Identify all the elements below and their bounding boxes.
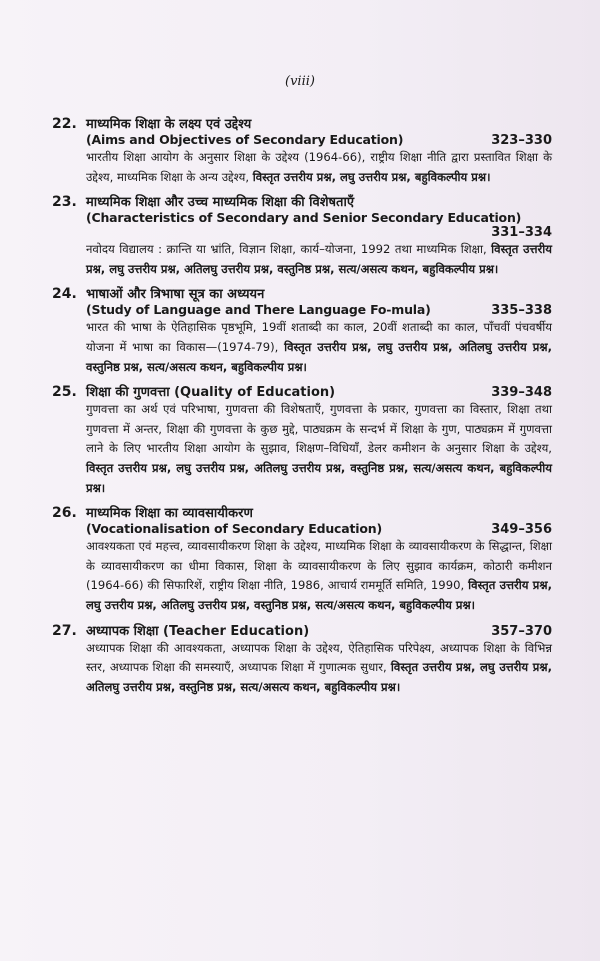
question-types: विस्तृत उत्तरीय प्रश्न, लघु उत्तरीय प्रश्न, अतिलघु उत्तरीय प्रश्न, वस्तुनिष्ठ प्रश्न, सत्य/असत्य कथन, बहुविकल्पीय प्रश्न।	[86, 578, 553, 612]
toc-entry	[52, 621, 552, 698]
entry-title: माध्यमिक शिक्षा के लक्ष्य एवं उद्देश्य	[86, 117, 252, 132]
description-text: गुणवत्ता का अर्थ एवं परिभाषा, गुणवत्ता की विशेषताएँ, गुणवत्ता के प्रकार, गुणवत्ता का विस्तार, शिक्षा तथा गुणवत्ता में अन्तर, शिक्षा की गुणवत्ता के कुछ मुद्दे, पाठ्यक्रम के सन्दर्भ में शिक्षा के गुण, पाठ्यक्रम में गुणवत्ता लाने के लिए भारतीय शिक्षा आयोग के सुझाव, शिक्षण–विधियाँ, डेलर कमीशन के अनुसार शिक्षा के उद्देश्य,	[86, 402, 553, 456]
entry-number: 26.	[52, 505, 77, 522]
entry-title: शिक्षा की गुणवत्ता (Quality of Education)	[86, 385, 336, 401]
entry-pages: 335–338	[491, 303, 552, 319]
entry-subtitle: (Vocationalisation of Secondary Education)	[86, 521, 382, 537]
entry-subtitle: (Aims and Objectives of Secondary Education)	[86, 132, 404, 147]
description-text: नवोदय विद्यालय : क्रान्ति या भ्रांति, विज्ञान शिक्षा, कार्य–योजना, 1992 तथा माध्यमिक शिक्षा,	[86, 242, 492, 257]
entry-title: माध्यमिक शिक्षा और उच्च माध्यमिक शिक्षा की विशेषताएँ	[86, 195, 355, 211]
entry-subtitle: (Study of Language and There Language Fo-mula)	[86, 302, 431, 318]
toc-entry	[52, 114, 552, 187]
question-types: विस्तृत उत्तरीय प्रश्न, लघु उत्तरीय प्रश्न, अतिलघु उत्तरीय प्रश्न, वस्तुनिष्ठ प्रश्न, सत्य/असत्य कथन, बहुविकल्पीय प्रश्न।	[86, 660, 552, 694]
entry-description	[52, 400, 552, 498]
entry-pages: 357–370	[491, 623, 552, 639]
entry-pages: 331–334	[491, 225, 552, 241]
entry-description	[52, 318, 552, 377]
entry-number: 25.	[52, 384, 77, 401]
description-text: अध्यापक शिक्षा की आवश्यकता, अध्यापक शिक्षा के उद्देश्य, ऐतिहासिक परिपेक्ष्य, अध्यापक शिक्षा के विभिन्न स्तर, अध्यापक शिक्षा की समस्याएँ, अध्यापक शिक्षा में गुणात्मक सुधार,	[86, 640, 552, 675]
toc-entry	[52, 382, 552, 498]
question-types: विस्तृत उत्तरीय प्रश्न, लघु उत्तरीय प्रश्न, अतिलघु उत्तरीय प्रश्न, वस्तुनिष्ठ प्रश्न, सत्य/असत्य कथन, बहुविकल्पीय प्रश्न।	[86, 460, 552, 495]
toc-entry	[52, 503, 552, 615]
entry-description	[52, 148, 552, 187]
table-of-contents	[52, 114, 552, 702]
toc-entry	[52, 284, 552, 377]
entry-number: 24.	[52, 286, 77, 303]
entry-number: 23.	[52, 194, 77, 211]
page-number: (viii)	[285, 74, 315, 89]
question-types: विस्तृत उत्तरीय प्रश्न, लघु उत्तरीय प्रश्न, बहुविकल्पीय प्रश्न।	[252, 169, 491, 184]
entry-description	[52, 639, 552, 698]
entry-subtitle: (Characteristics of Secondary and Senior Secondary Education)	[86, 210, 522, 226]
entry-title: माध्यमिक शिक्षा का व्यावसायीकरण	[86, 506, 253, 522]
description-text: भारतीय शिक्षा आयोग के अनुसार शिक्षा के उद्देश्य (1964-66), राष्ट्रीय शिक्षा नीति द्वारा प्रस्तावित शिक्षा के उद्देश्य, माध्यमिक शिक्षा के अन्य उद्देश्य,	[86, 150, 552, 184]
description-text: आवश्यकता एवं महत्त्व, व्यावसायीकरण शिक्षा के उद्देश्य, माध्यमिक शिक्षा के व्यावसायीकरण के सिद्धान्त, शिक्षा के व्यावसायीकरण का धीमा विकास, शिक्षा के व्यावसायीकरण के लिए सुझाव कार्यक्रम, कोठारी कमीशन (1964-66) की सिफारिशें, राष्ट्रीय शिक्षा नीति, 1986, आचार्य राममूर्ति समिति, 1990,	[86, 539, 552, 593]
entry-number: 22.	[52, 116, 77, 132]
entry-title: भाषाओं और त्रिभाषा सूत्र का अध्ययन	[86, 287, 265, 303]
question-types: विस्तृत उत्तरीय प्रश्न, लघु उत्तरीय प्रश्न, अतिलघु उत्तरीय प्रश्न, वस्तुनिष्ठ प्रश्न, सत्य/असत्य कथन, बहुविकल्पीय प्रश्न।	[86, 242, 553, 276]
entry-number: 27.	[52, 622, 77, 639]
description-text: भारत की भाषा के ऐतिहासिक पृष्ठभूमि, 19वीं शताब्दी का काल, 20वीं शताब्दी का काल, पाँचवीं पंचवर्षीय योजना में भाषा का विकास—(1974-79),	[86, 320, 552, 354]
entry-description	[52, 240, 552, 279]
entry-pages: 323–330	[491, 133, 552, 148]
question-types: विस्तृत उत्तरीय प्रश्न, लघु उत्तरीय प्रश्न, अतिलघु उत्तरीय प्रश्न, वस्तुनिष्ठ प्रश्न, सत्य/असत्य कथन, बहुविकल्पीय प्रश्न।	[86, 339, 552, 374]
entry-pages: 339–348	[491, 385, 552, 401]
toc-entry	[52, 192, 552, 279]
entry-title: अध्यापक शिक्षा (Teacher Education)	[86, 623, 310, 639]
entry-pages: 349–356	[491, 522, 552, 538]
entry-description	[52, 537, 552, 615]
